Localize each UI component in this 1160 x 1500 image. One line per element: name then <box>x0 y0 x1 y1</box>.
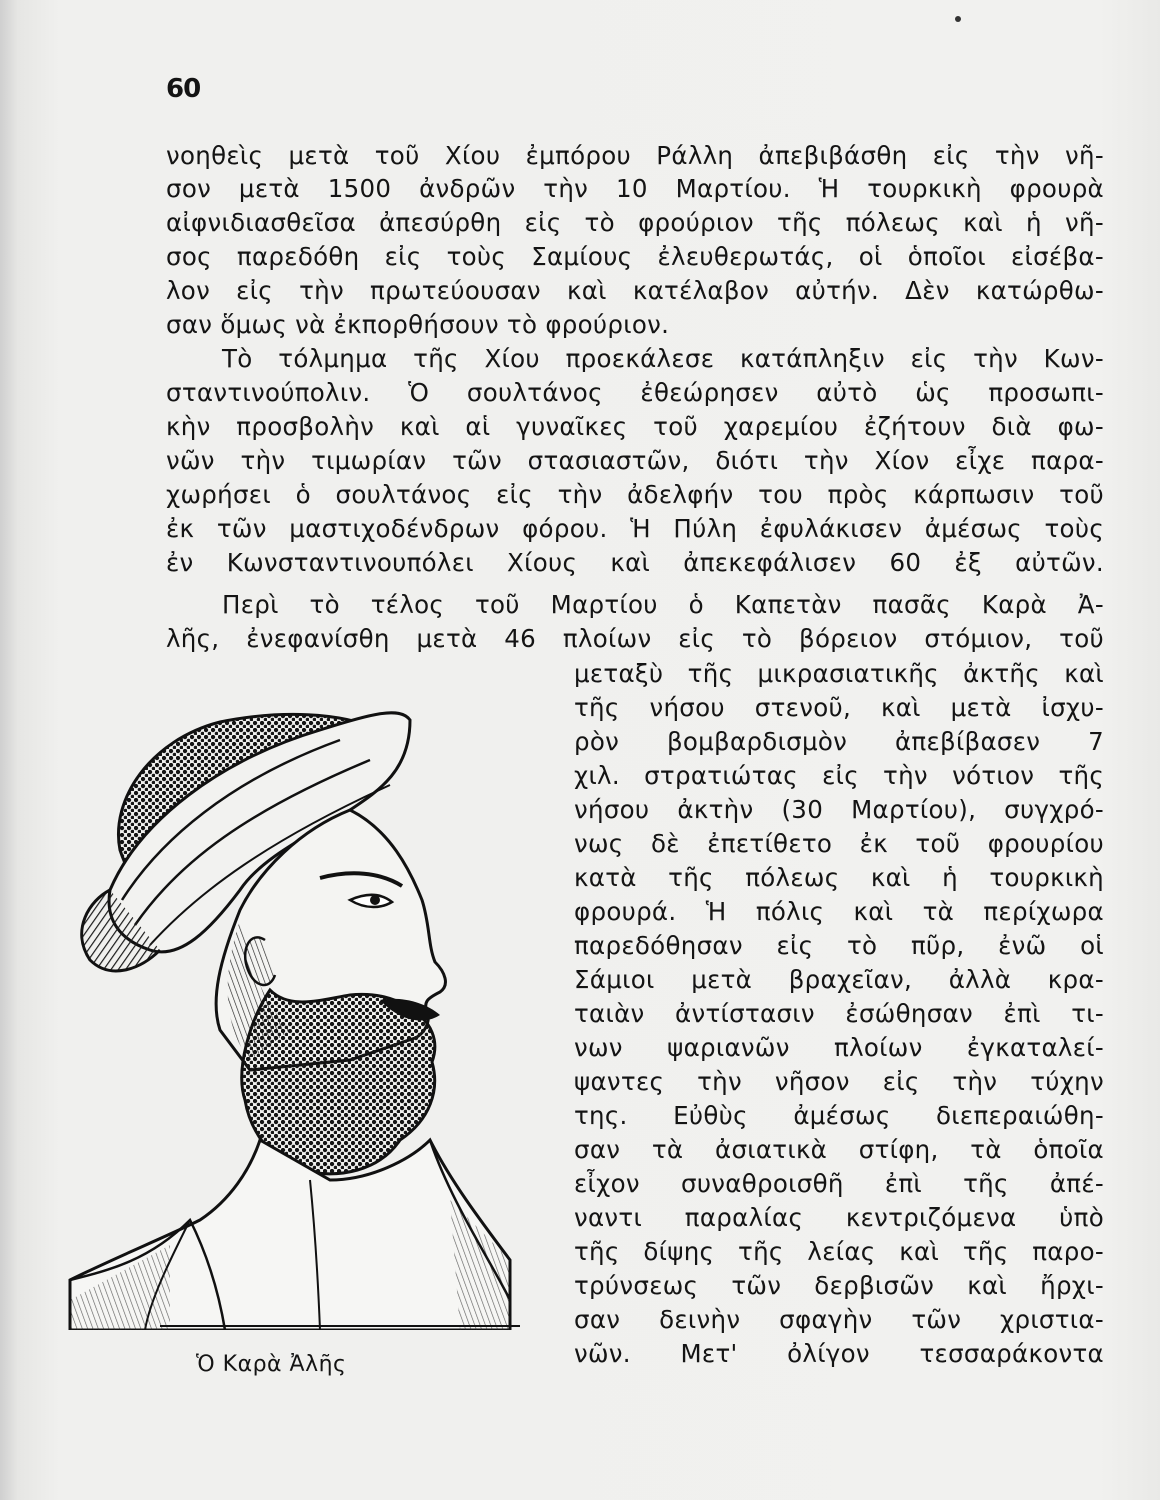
column-text-line: ψαντες τὴν νῆσον εἰς τὴν τύχην <box>574 1067 1104 1096</box>
portrait-engraving <box>50 700 570 1330</box>
text-line: νοηθεὶς μετὰ τοῦ Χίου ἐμπόρου Ράλλη ἀπεβιβάσθη εἰς τὴν νῆ- <box>166 141 1104 170</box>
column-text-line: τρύνσεως τῶν δερβισῶν καὶ ἤρχι- <box>574 1271 1104 1300</box>
column-text-line: νως δὲ ἐπετίθετο ἐκ τοῦ φρουρίου <box>574 829 1104 858</box>
text-line: ἐν Κωνσταντινουπόλει Χίους καὶ ἀπεκεφάλισεν 60 ἐξ αὐτῶν. <box>166 548 1104 577</box>
column-text-line: σαν δεινὴν σφαγὴν τῶν χριστια- <box>574 1305 1104 1334</box>
column-text-line: ρὸν βομβαρδισμὸν ἀπεβίβασεν 7 <box>574 727 1104 756</box>
column-text-line: παρεδόθησαν εἰς τὸ πῦρ, ἐνῶ οἱ <box>574 931 1104 960</box>
ink-speck <box>955 16 961 22</box>
column-text-line: νήσου ἀκτὴν (30 Μαρτίου), συγχρό- <box>574 795 1104 824</box>
text-line: ἐκ τῶν μαστιχοδένδρων φόρου. Ἡ Πύλη ἐφυλάκισεν ἀμέσως τοὺς <box>166 514 1104 543</box>
column-text-line: της. Εὐθὺς ἀμέσως διεπεραιώθη- <box>574 1101 1104 1130</box>
column-text-line: κατὰ τῆς πόλεως καὶ ἡ τουρκικὴ <box>574 863 1104 892</box>
text-line: νῶν τὴν τιμωρίαν τῶν στασιαστῶν, διότι τὴν Χίον εἶχε παρα- <box>166 446 1104 475</box>
column-text-line: ναντι παραλίας κεντριζόμενα ὑπὸ <box>574 1203 1104 1232</box>
text-line: χωρήσει ὁ σουλτάνος εἰς τὴν ἀδελφήν του πρὸς κάρπωσιν τοῦ <box>166 480 1104 509</box>
column-text-line: εἶχον συναθροισθῆ ἐπὶ τῆς ἀπέ- <box>574 1169 1104 1198</box>
text-line: σαν ὅμως νὰ ἐκπορθήσουν τὸ φρούριον. <box>166 310 670 339</box>
column-text-line: νῶν. Μετ' ὀλίγον τεσσαράκοντα <box>574 1339 1104 1368</box>
text-line: κὴν προσβολὴν καὶ αἱ γυναῖκες τοῦ χαρεμίου ἐζήτουν διὰ φω- <box>166 412 1104 441</box>
text-line: Περὶ τὸ τέλος τοῦ Μαρτίου ὁ Καπετὰν πασᾶς Καρὰ Ἀ- <box>222 590 1104 619</box>
column-text-line: χιλ. στρατιώτας εἰς τὴν νότιον τῆς <box>574 761 1104 790</box>
column-text-line: ταιὰν ἀντίστασιν ἐσώθησαν ἐπὶ τι- <box>574 999 1104 1028</box>
column-text-line: τῆς νήσου στενοῦ, καὶ μετὰ ἰσχυ- <box>574 693 1104 722</box>
text-line: σος παρεδόθη εἰς τοὺς Σαμίους ἐλευθερωτάς, οἱ ὁποῖοι εἰσέβα- <box>166 242 1104 271</box>
text-line: Τὸ τόλμημα τῆς Χίου προεκάλεσε κατάπληξιν εἰς τὴν Κων- <box>222 344 1104 373</box>
column-text-line: μεταξὺ τῆς μικρασιατικῆς ἀκτῆς καὶ <box>574 659 1104 688</box>
column-text-line: φρουρά. Ἡ πόλις καὶ τὰ περίχωρα <box>574 897 1104 926</box>
portrait-caption: Ὁ Καρὰ Ἀλῆς <box>196 1352 347 1377</box>
column-text-line: τῆς δίψης τῆς λείας καὶ τῆς παρο- <box>574 1237 1104 1266</box>
column-text-line: Σάμιοι μετὰ βραχεῖαν, ἀλλὰ κρα- <box>574 965 1104 994</box>
column-text-line: νων ψαριανῶν πλοίων ἐγκαταλεί- <box>574 1033 1104 1062</box>
text-line: λον εἰς τὴν πρωτεύουσαν καὶ κατέλαβον αὐτήν. Δὲν κατώρθω- <box>166 276 1104 305</box>
text-line: σταντινούπολιν. Ὁ σουλτάνος ἐθεώρησεν αὐτὸ ὡς προσωπι- <box>166 378 1104 407</box>
column-text-line: σαν τὰ ἀσιατικὰ στίφη, τὰ ὁποῖα <box>574 1135 1104 1164</box>
text-line: αἰφνιδιασθεῖσα ἀπεσύρθη εἰς τὸ φρούριον τῆς πόλεως καὶ ἡ νῆ- <box>166 208 1104 237</box>
text-line: σον μετὰ 1500 ἀνδρῶν τὴν 10 Μαρτίου. Ἡ τουρκικὴ φρουρὰ <box>166 174 1104 203</box>
text-line: λῆς, ἐνεφανίσθη μετὰ 46 πλοίων εἰς τὸ βόρειον στόμιον, τοῦ <box>166 624 1104 653</box>
page-number: 60 <box>166 74 201 104</box>
